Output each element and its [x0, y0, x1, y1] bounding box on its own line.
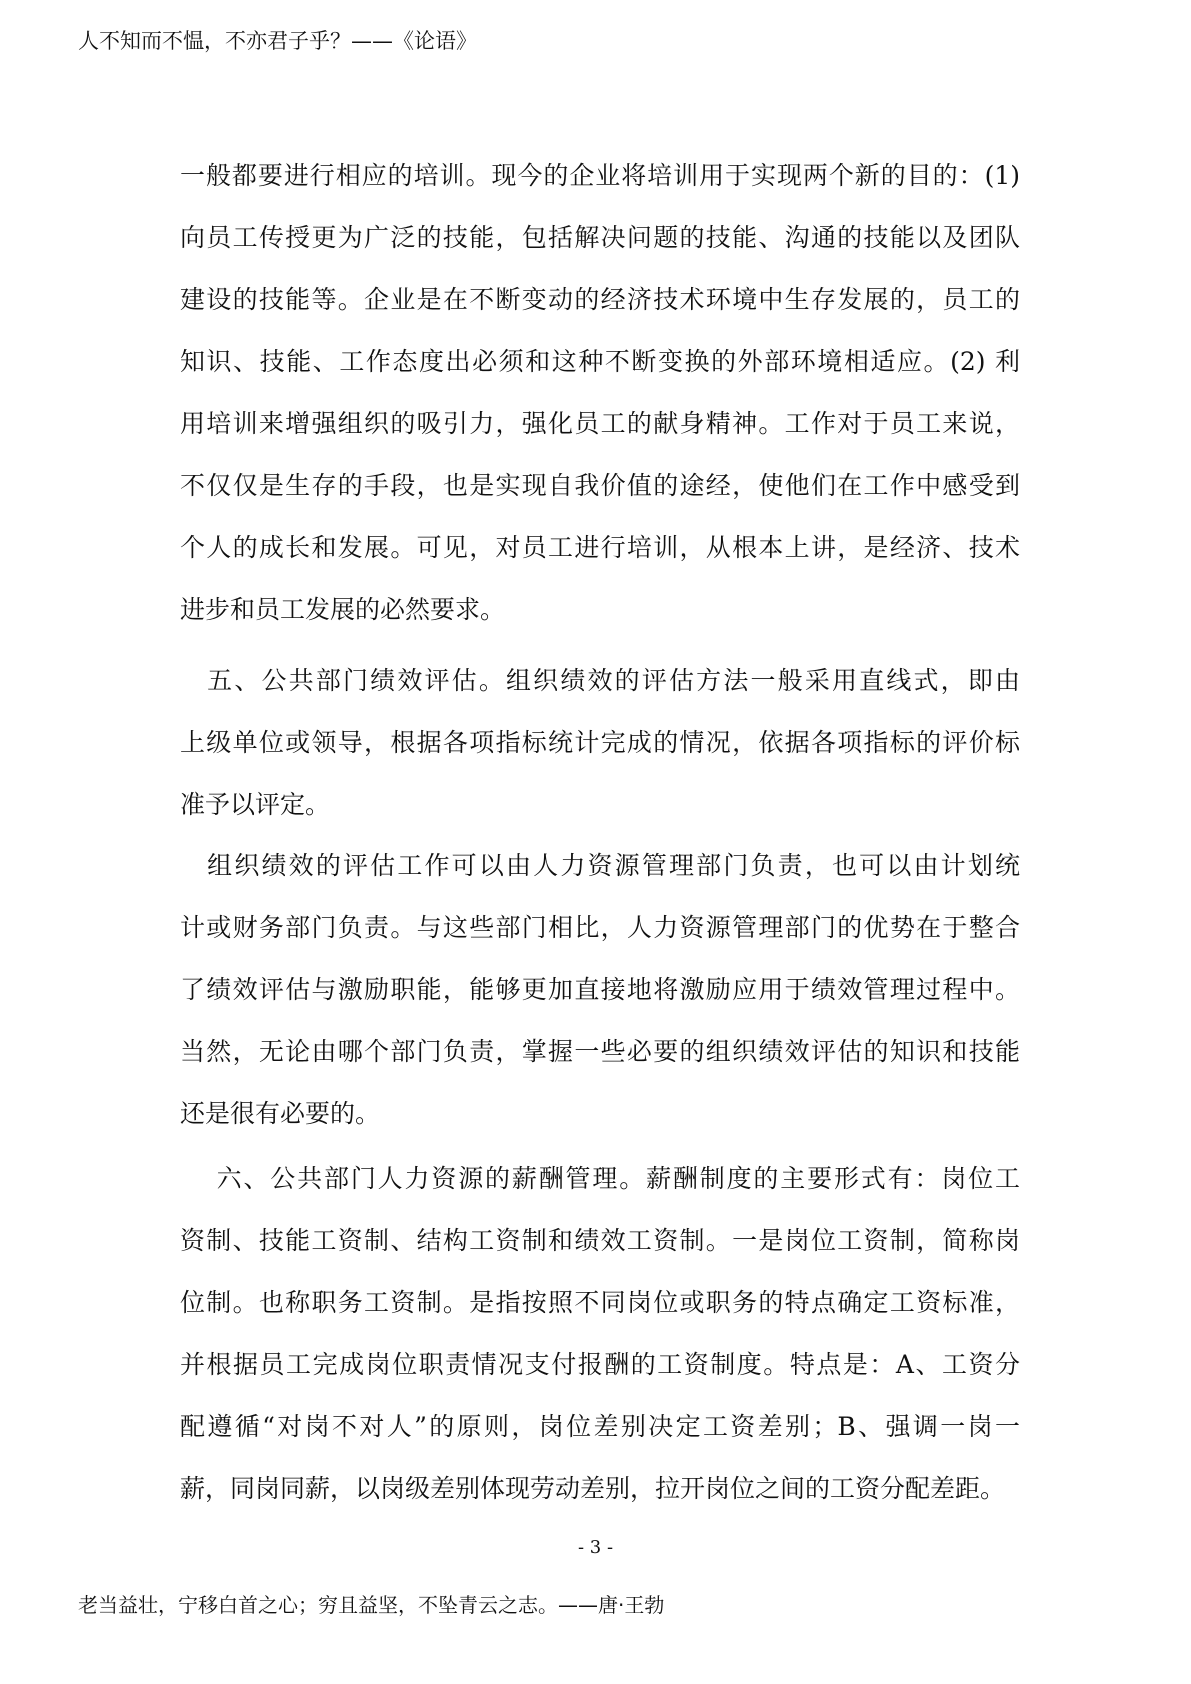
text-line: 建设的技能等。企业是在不断变动的经济技术环境中生存发展的，员工的 [180, 285, 1020, 314]
paragraph-salary-management [180, 1148, 1020, 1520]
text-line: 配遵循“对岗不对人”的原则，岗位差别决定工资差别；B、强调一岗一 [180, 1412, 1020, 1441]
text-line: 知识、技能、工作态度出必须和这种不断变换的外部环境相适应。(2) 利 [180, 347, 1020, 376]
text-line: 位制。也称职务工资制。是指按照不同岗位或职务的特点确定工资标准， [180, 1288, 1020, 1317]
text-line: 还是很有必要的。 [180, 1099, 381, 1128]
text-line: 用培训来增强组织的吸引力，强化员工的献身精神。工作对于员工来说， [180, 409, 1020, 438]
text-line: 薪，同岗同薪，以岗级差别体现劳动差别，拉开岗位之间的工资分配差距。 [180, 1474, 1006, 1503]
paragraph-performance-evaluation [180, 650, 1020, 836]
text-line: 了绩效评估与激励职能，能够更加直接地将激励应用于绩效管理过程中。 [180, 975, 1020, 1004]
text-line: 资制、技能工资制、结构工资制和绩效工资制。一是岗位工资制，简称岗 [180, 1226, 1020, 1255]
text-line: 向员工传授更为广泛的技能，包括解决问题的技能、沟通的技能以及团队 [180, 223, 1020, 252]
paragraph-evaluation-responsibility [180, 835, 1020, 1145]
header-quote: 人不知而不愠，不亦君子乎？——《论语》 [78, 29, 477, 53]
text-line: 一般都要进行相应的培训。现今的企业将培训用于实现两个新的目的：(1) [180, 161, 1020, 190]
text-line: 当然，无论由哪个部门负责，掌握一些必要的组织绩效评估的知识和技能 [180, 1037, 1020, 1066]
text-line: 进步和员工发展的必然要求。 [180, 595, 506, 624]
text-line: 并根据员工完成岗位职责情况支付报酬的工资制度。特点是：A、工资分 [180, 1350, 1020, 1379]
text-line: 六、公共部门人力资源的薪酬管理。薪酬制度的主要形式有：岗位工 [180, 1164, 1020, 1193]
text-line: 上级单位或领导，根据各项指标统计完成的情况，依据各项指标的评价标 [180, 728, 1020, 757]
text-line: 组织绩效的评估工作可以由人力资源管理部门负责，也可以由计划统 [180, 851, 1020, 880]
paragraph-training [180, 145, 1020, 641]
footer-quote: 老当益壮，宁移白首之心；穷且益坚，不坠青云之志。——唐·王勃 [78, 1593, 665, 1617]
text-line: 准予以评定。 [180, 790, 331, 819]
text-line: 计或财务部门负责。与这些部门相比，人力资源管理部门的优势在于整合 [180, 913, 1020, 942]
page-number: - 3 - [577, 1537, 614, 1558]
text-line: 个人的成长和发展。可见，对员工进行培训，从根本上讲，是经济、技术 [180, 533, 1020, 562]
text-line: 五、公共部门绩效评估。组织绩效的评估方法一般采用直线式，即由 [180, 666, 1020, 695]
text-line: 不仅仅是生存的手段，也是实现自我价值的途经，使他们在工作中感受到 [180, 471, 1020, 500]
